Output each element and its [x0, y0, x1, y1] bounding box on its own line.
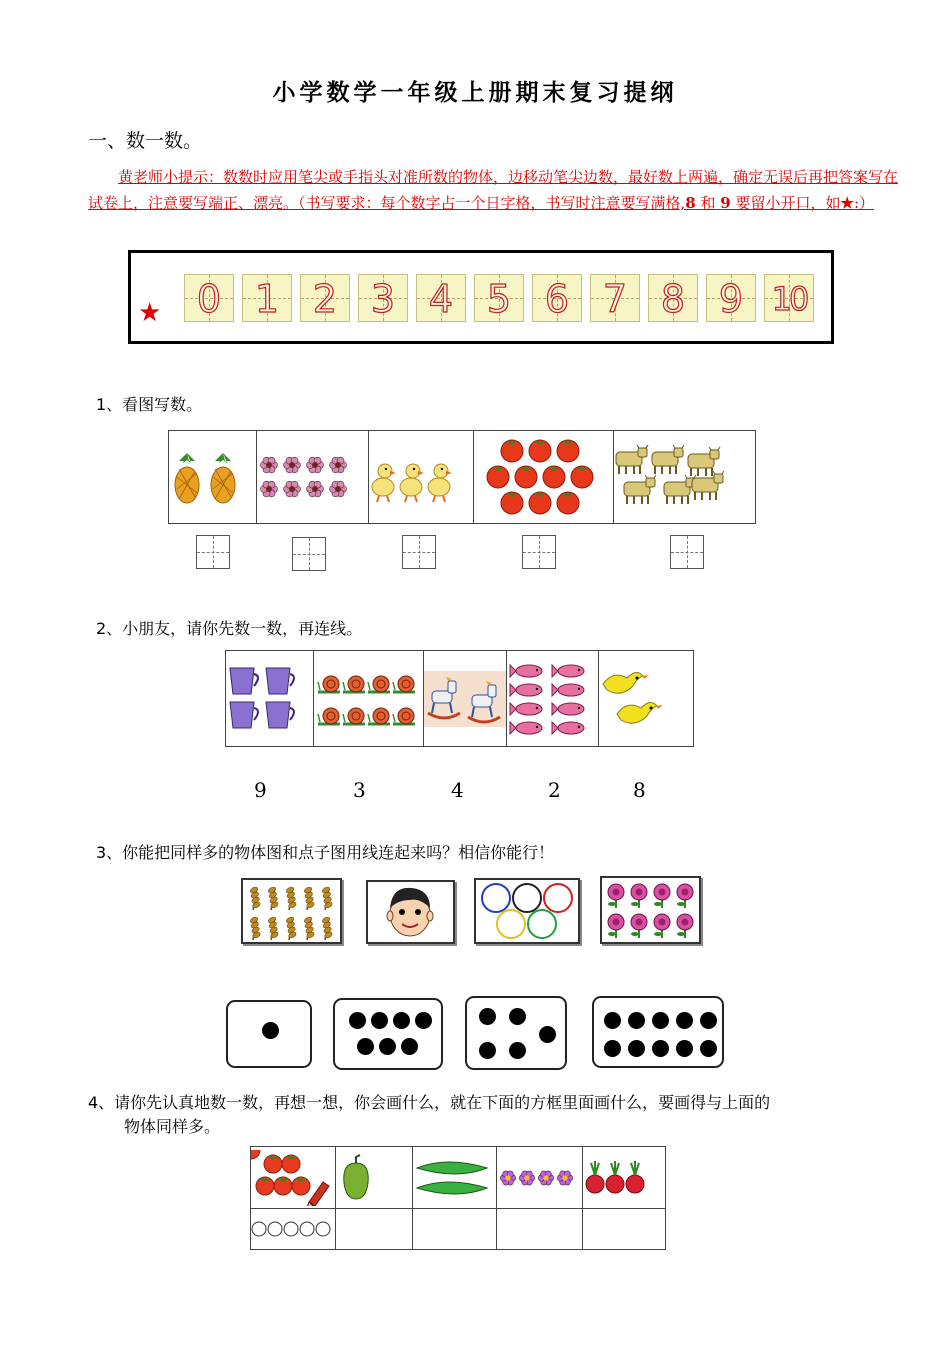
- circle-row-icon: [251, 1219, 333, 1239]
- digit: 6: [544, 277, 570, 321]
- pineapple-icon: [169, 447, 249, 507]
- q1-cell-flowers: [257, 431, 369, 524]
- fish-icon: [507, 659, 595, 739]
- dice-dot: [539, 1026, 556, 1043]
- answer-box[interactable]: [522, 535, 556, 569]
- q2-cell-horses: [423, 651, 507, 747]
- digit: 10: [771, 280, 807, 318]
- dice-dot: [652, 1012, 669, 1029]
- tip-and: 和: [695, 194, 721, 212]
- digit: 9: [718, 277, 744, 321]
- answer-box[interactable]: [292, 537, 326, 571]
- teacher-tip: [88, 164, 906, 216]
- dice-dot: [628, 1040, 645, 1057]
- tip-bold-8: 8: [685, 194, 696, 212]
- dice-dot: [371, 1012, 388, 1029]
- digit: 5: [486, 277, 512, 321]
- flower-icon: [497, 1163, 577, 1193]
- question-1-label: 1、看图写数。: [96, 395, 203, 414]
- radish-icon: [583, 1158, 655, 1198]
- q2-cell-fish: [507, 651, 599, 747]
- q4-cell-cucumbers: [413, 1147, 497, 1209]
- dice-dot: [415, 1012, 432, 1029]
- dice-dot: [379, 1038, 396, 1055]
- q1-picture-table: [168, 430, 756, 524]
- dice-dot: [652, 1040, 669, 1057]
- q2-cell-snails: [313, 651, 423, 747]
- digit: 7: [602, 277, 628, 321]
- q1-cell-pineapples: [169, 431, 257, 524]
- dot-card: [333, 998, 443, 1070]
- cucumber-icon: [413, 1154, 491, 1202]
- question-2-label: 2、小朋友，请你先数一数，再连线。: [96, 619, 363, 638]
- cow-icon: [614, 442, 726, 512]
- dice-dot: [509, 1008, 526, 1025]
- digit-cell: [764, 274, 814, 322]
- q2-number: 3: [353, 778, 366, 802]
- digit: 4: [428, 277, 454, 321]
- q3-picture-boy: [366, 880, 455, 944]
- q4-cell-tomatoes: [251, 1147, 336, 1209]
- q2-number: 8: [633, 778, 646, 802]
- digit: 8: [660, 277, 686, 321]
- digit: 1: [254, 277, 280, 321]
- dice-dot: [479, 1008, 496, 1025]
- tip-text-b: 要留小开口，如: [730, 194, 841, 212]
- q2-picture-table: [225, 650, 694, 747]
- digit-cell: [184, 274, 234, 322]
- question-3-label: 3、你能把同样多的物体图和点子图用线连起来吗？相信你能行！: [96, 843, 555, 862]
- answer-box[interactable]: [402, 535, 436, 569]
- bird-icon: [599, 664, 679, 734]
- q4-drawing-table: [250, 1146, 666, 1250]
- digit: 0: [196, 277, 222, 321]
- dice-dot: [479, 1042, 496, 1059]
- digit-cell: [474, 274, 524, 322]
- digit: 3: [370, 277, 396, 321]
- q4-answer-cell[interactable]: [335, 1209, 412, 1250]
- q1-cell-ducks: [369, 431, 473, 524]
- q4-answer-cell[interactable]: [583, 1209, 666, 1250]
- tip-text-a: 黄老师小提示：数数时应用笔尖或手指头对准所数的物体，边移动笔尖边数，最好数上两遍，确定无误后再把答案写在试卷上，注意要写端正、漂亮。（书写要求：每个数字占一个日字格，书写时注意要写满格,: [88, 168, 899, 212]
- q4-cell-radishes: [583, 1147, 666, 1209]
- dice-dot: [401, 1038, 418, 1055]
- dice-dot: [604, 1012, 621, 1029]
- q2-number: 4: [451, 778, 464, 802]
- digit-cell: [358, 274, 408, 322]
- q2-cell-birds: [599, 651, 694, 747]
- q2-cell-cups: [226, 651, 314, 747]
- question-4-label-line2: 物体同样多。: [124, 1117, 221, 1136]
- digit-cell: [648, 274, 698, 322]
- dot-card: [465, 996, 567, 1070]
- dot-card: [226, 1000, 312, 1068]
- dice-dot: [700, 1040, 717, 1057]
- digit-cell: [706, 274, 756, 322]
- digit-cell: [590, 274, 640, 322]
- tomato-icon: [251, 1150, 331, 1206]
- star-icon: ★: [138, 298, 162, 328]
- flower-icon: [257, 453, 351, 501]
- q4-answer-cell[interactable]: [413, 1209, 497, 1250]
- question-4-label-line1: 4、请你先认真地数一数，再想一想，你会画什么，就在下面的方框里面画什么，要画得与上面的: [88, 1093, 771, 1112]
- q3-picture-roses: [600, 876, 701, 944]
- digit: 2: [312, 277, 338, 321]
- answer-box[interactable]: [196, 535, 230, 569]
- digit-cell: [416, 274, 466, 322]
- dice-dot: [700, 1012, 717, 1029]
- duck-icon: [369, 449, 459, 505]
- dice-dot: [393, 1012, 410, 1029]
- q4-cell-flowers: [497, 1147, 583, 1209]
- boy-face-icon: [368, 882, 453, 942]
- q2-number: 9: [254, 778, 267, 802]
- tomato-icon: [474, 437, 594, 517]
- pepper-icon: [336, 1153, 376, 1203]
- dice-dot: [349, 1012, 366, 1029]
- q2-number: 2: [548, 778, 561, 802]
- dice-dot: [509, 1042, 526, 1059]
- rocking-horse-icon: [424, 671, 506, 727]
- q4-answer-cell-example[interactable]: [251, 1209, 336, 1250]
- dice-dot: [676, 1012, 693, 1029]
- dice-dot: [628, 1012, 645, 1029]
- q3-picture-wheat: [241, 878, 342, 944]
- digit-cell: [300, 274, 350, 322]
- q4-cell-pepper: [335, 1147, 412, 1209]
- dot-card: [592, 996, 724, 1068]
- dice-dot: [357, 1038, 374, 1055]
- q4-answer-cell[interactable]: [497, 1209, 583, 1250]
- dice-dot: [676, 1040, 693, 1057]
- dice-dot: [262, 1022, 279, 1039]
- tip-text-c: :）: [853, 194, 874, 212]
- q1-cell-tomatoes: [473, 431, 613, 524]
- document-title: 小学数学一年级上册期末复习提纲: [272, 79, 678, 106]
- digit-cell: [532, 274, 582, 322]
- cup-icon: [226, 664, 302, 734]
- rose-icon: [602, 878, 699, 942]
- section-one-heading: 一、数一数。: [88, 130, 203, 152]
- q1-cell-cows: [613, 431, 755, 524]
- digit-cell: [242, 274, 292, 322]
- tip-star: ★: [840, 194, 854, 212]
- wheat-icon: [243, 880, 340, 942]
- answer-box[interactable]: [670, 535, 704, 569]
- snail-icon: [314, 664, 418, 734]
- olympic-rings-icon: [476, 880, 578, 942]
- dice-dot: [604, 1040, 621, 1057]
- q3-picture-rings: [474, 878, 580, 944]
- tip-bold-9: 9: [720, 194, 731, 212]
